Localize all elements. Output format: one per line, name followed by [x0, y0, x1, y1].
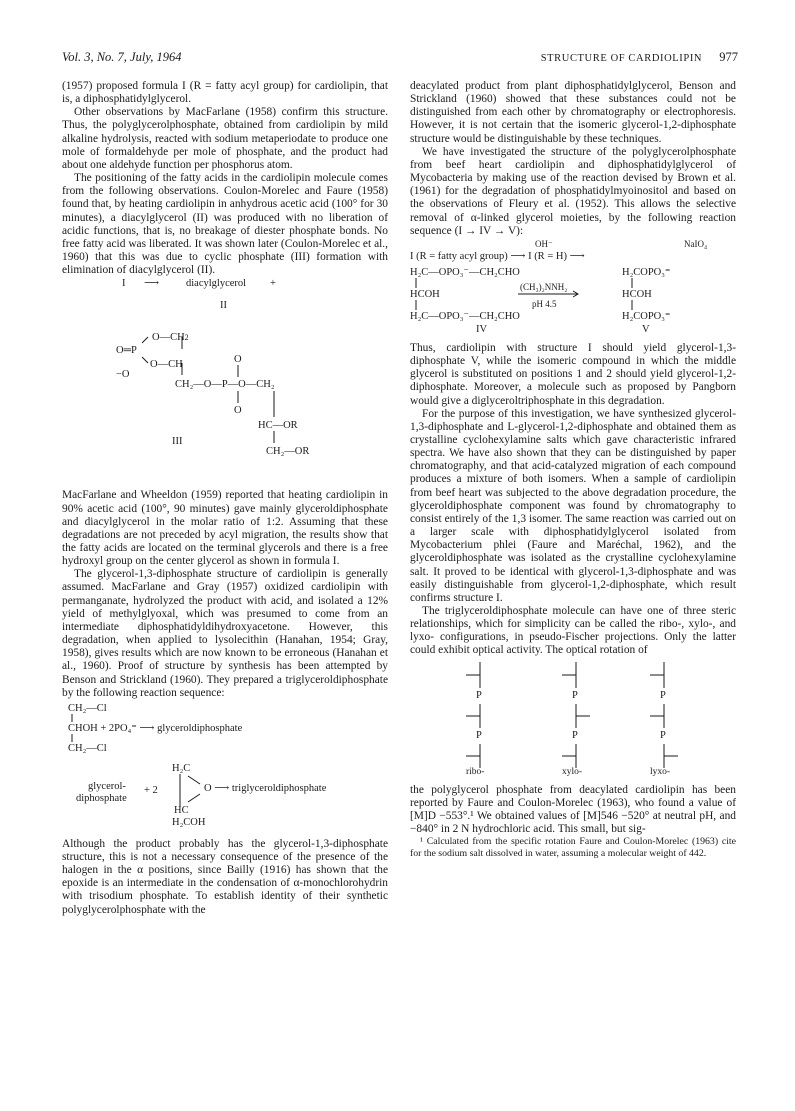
- reagent-ph: pH 4.5: [532, 298, 557, 309]
- compound-IV-bottom: H₂C—OPO₃⁻—CH₂CHO: [410, 310, 520, 322]
- lyxo-phosphorus-2: P: [660, 729, 666, 741]
- epoxide-h2coh: H₂COH: [172, 816, 206, 828]
- atom-ch2-or: CH₂—OR: [266, 446, 310, 458]
- right-paragraph-5: The triglyceroldiphosphate molecule can have one of three steric relationships, which for simplicity can be called the ribo-, xylo-, and lyxo- configurations, in pseudo-Fischer projections. Only the latter could exhibit optical activity. The optical rotation of: [410, 605, 736, 657]
- right-column: [410, 80, 736, 859]
- left-paragraph-5: The glycerol-1,3-diphosphate structure of cardiolipin is generally assumed. MacFarlane and Gray (1957) oxidized cardiolipin with permanganate, hydrolyzed the product with acid, and isolated a 12% yield of methylglyoxal, which was presumed to come from an intermediate diphosphatidyldihydroxyacetone. However, this degradation, when applied to lysolecithin (Hanahan, 1954; Gray, 1958), gives results which are now known to be erroneous (Hanahan et al., 1960). Proof of structure by synthesis has been attempted by Benson and Strickland (1960). They prepared a triglyceroldiphosphate by the following reaction sequence:: [62, 568, 388, 699]
- atom-hc-or: HC—OR: [258, 420, 298, 432]
- left-paragraph-4: MacFarlane and Wheeldon (1959) reported that heating cardiolipin in 90% acetic acid (100°, 90 minutes) gave mainly glyceroldiphosphate and diacylglycerol in the molar ratio of 1:2. Assuming that these degradations are not preceded by acyl migration, the results show that the fatty acids are located on the terminal glycerols and there is a free hydroxyl group on the center glycerol as shown in formula I.: [62, 489, 388, 568]
- scheme-synthesis: [62, 700, 388, 828]
- diphosphate-label: diphosphate: [76, 792, 127, 804]
- dichlorohydrin-middle: CHOH + 2PO₄⁼ ⟶ glyceroldiphosphate: [68, 722, 243, 734]
- journal-info: Vol. 3, No. 7, July, 1964: [62, 50, 182, 64]
- compound-IV-top: H₂C—OPO₃⁻—CH₂CHO: [410, 266, 520, 278]
- scheme-1-reactant: I: [122, 278, 126, 290]
- epoxide-hc: HC: [174, 804, 189, 816]
- compound-V-middle: HCOH: [622, 288, 652, 300]
- scheme-1-arrow: ⟶: [144, 278, 160, 290]
- reagent-hydroxide: OH⁻: [535, 238, 553, 249]
- glycerol-label: glycerol-: [88, 780, 126, 792]
- scheme-degradation: [410, 238, 736, 338]
- lyxo-label: lyxo-: [650, 766, 671, 777]
- atom-o-ch2-sub: 2: [184, 333, 189, 343]
- atom-o-dbl-p: O═P: [116, 345, 137, 357]
- left-paragraph-2: Other observations by MacFarlane (1958) confirm this structure. Thus, the polyglycerolphosphate, obtained from cardiolipin by mild alkaline hydrolysis, reacted with sodium metaperiodate to produce one mole of formaldehyde per mole of phosphate, and the product had about one aldehyde function per phosphorus atom.: [62, 106, 388, 171]
- fischer-bonds: [410, 658, 736, 778]
- xylo-phosphorus-1: P: [572, 689, 578, 701]
- ribo-label: ribo-: [466, 766, 485, 777]
- scheme-cyclic-phosphate: [62, 277, 388, 489]
- reagent-dimethylhydrazine: (CH₃)₂NNH₂: [520, 281, 568, 292]
- atom-o-ch2-text: O—CH: [152, 332, 185, 344]
- page-number: 977: [719, 50, 738, 64]
- epoxide-o-arrow: O ⟶ triglyceroldiphosphate: [204, 782, 327, 794]
- compound-label-IV: IV: [476, 323, 488, 335]
- atom-o-ch2: [152, 331, 189, 344]
- left-paragraph-1: (1957) proposed formula I (R = fatty acyl group) for cardiolipin, that is, a diphosphatidylglycerol.: [62, 80, 388, 106]
- atom-chain: CH₂—O—P—O—CH₂: [175, 379, 275, 391]
- ribo-phosphorus-2: P: [476, 729, 482, 741]
- left-paragraph-6: Although the product probably has the glycerol-1,3-diphosphate structure, this is not a necessary consequence of the presence of the halogen in the α positions, since Bailly (1916) has shown that the epoxide is an intermediate in the condensation of α-monochlorohydrin with trisodium phosphate. To establish identity of their synthetic polyglycerolphosphate with the: [62, 837, 388, 916]
- left-column: [62, 80, 388, 917]
- scheme-1-plus: +: [270, 278, 276, 290]
- compound-V-top: H₂COPO₃⁼: [622, 266, 671, 278]
- fischer-projections: [410, 658, 736, 778]
- compound-label-II: II: [220, 300, 227, 312]
- right-paragraph-4: For the purpose of this investigation, we have synthesized glycerol-1,3-diphosphate and L-glycerol-1,2-diphosphate and obtained them as crystalline cyclohexylamine salts which gave characteristic infrared spectra. We have also shown that they can be distinguished by paper chromatography, and that acid-catalyzed migration of each compound produces a mixture of both isomers. When a sample of cardiolipin from beef heart was subjected to the above degradation procedure, the glyceroldiphosphate component was found by chromatography to consist entirely of the 1,3 isomer. The same reaction was carried out on a larger scale with diphosphatidylglycerol isolated from Mycobacterium phlei (Faure and Maréchal, 1962), and the glyceroldiphosphate was isolated as the crystalline cyclohexylamine salt. It proved to be identical with glycerol-1,3-diphosphate and was easily distinguishable from glycerol-1,2-diphosphate, which result confirms structure I.: [410, 407, 736, 604]
- header-right: [541, 50, 738, 65]
- atom-o-ch: O—CH: [150, 359, 183, 371]
- right-paragraph-3: Thus, cardiolipin with structure I should yield glycerol-1,3-diphosphate V, while the isomeric compound in which the middle glycerol is substituted on positions 1 and 2 should yield glycerol-1,2-diphosphate. Moreover, a molecule such as proposed by Pangborn would give a diglyceroltriphosphate in this degradation.: [410, 341, 736, 407]
- reagent-periodate: NaIO₄: [684, 238, 708, 249]
- right-paragraph-2: We have investigated the structure of the polyglycerolphosphate from beef heart cardiolipin and diphosphatidylglycerol of Mycobacteria by making use of the reaction devised by Brown et al. (1961) for the degradation of phosphatidylmyoinositol and based on the observations of Fleury et al. (1952). This allows the selective removal of α-linked glycerol moieties, by the following reaction sequence (I → IV → V):: [410, 145, 736, 237]
- xylo-phosphorus-2: P: [572, 729, 578, 741]
- scheme-2-bonds: [62, 700, 388, 828]
- scheme-1-diacylglycerol: diacylglycerol: [186, 278, 247, 290]
- ribo-phosphorus-1: P: [476, 689, 482, 701]
- compound-V-bottom: H₂COPO₃⁼: [622, 310, 671, 322]
- left-paragraph-3: The positioning of the fatty acids in the cardiolipin molecule comes from the following observations. Coulon-Morelec and Faure (1958) found that, by heating cardiolipin in anhydrous acetic acid (100° for 30 minutes), a diacylglycerol (II) was produced with no liberation of acidic functions, that is, no breakage of diester phosphate bonds. No free fatty acid was liberated. It was shown later (Coulon-Morelec et al., 1960) that this was due to cyclic phosphate (III) formation with elimination of diacylglycerol (II).: [62, 172, 388, 277]
- footnote: ¹ Calculated from the specific rotation Faure and Coulon-Morelec (1963) cite for the sodium salt dissolved in water, assuming a molecular weight of 442.: [410, 836, 736, 859]
- epoxide-h2c: H₂C: [172, 762, 191, 774]
- xylo-label: xylo-: [562, 766, 583, 777]
- dichlorohydrin-top: CH₂—Cl: [68, 702, 107, 714]
- lyxo-phosphorus-1: P: [660, 689, 666, 701]
- atom-o-minus: O: [234, 354, 242, 366]
- compound-IV-middle: HCOH: [410, 288, 440, 300]
- atom-neg-o: −O: [116, 369, 130, 381]
- atom-o-bottom: O: [234, 405, 242, 417]
- plus-two: + 2: [144, 784, 158, 796]
- degradation-line-1: I (R = fatty acyl group) ⟶ I (R = H) ⟶: [410, 250, 585, 262]
- dichlorohydrin-bottom: CH₂—Cl: [68, 742, 107, 754]
- compound-label-V: V: [642, 323, 650, 335]
- compound-label-III: III: [172, 436, 183, 448]
- running-title: STRUCTURE OF CARDIOLIPIN: [540, 53, 703, 64]
- right-paragraph-1: deacylated product from plant diphosphatidylglycerol, Benson and Strickland (1960) showed that these substances could not be distinguished from each other by chromatography or electrophoresis. However, it is not certain that the isomeric glycerol-1,2-diphosphate structure would be distinguishable by these techniques.: [410, 80, 736, 145]
- right-paragraph-6: the polyglycerol phosphate from deacylated cardiolipin has been reported by Faure and Coulon-Morelec (1963), who found a value of [M]D −553°.¹ We obtained values of [M]546 −520° at neutral pH, and −840° in 2 N hydrochloric acid. This small, but sig-: [410, 783, 736, 836]
- page-header: [62, 50, 738, 68]
